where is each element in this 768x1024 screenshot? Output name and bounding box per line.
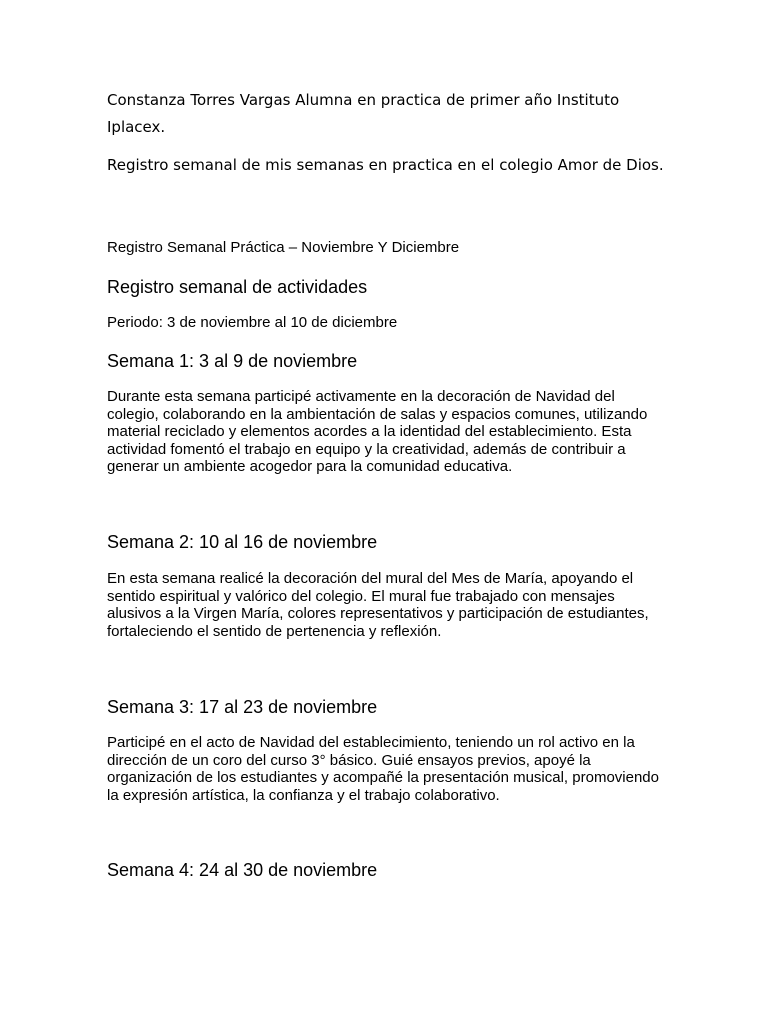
document-title: Registro Semanal Práctica – Noviembre Y Diciembre [107, 239, 460, 256]
week-1-body: Durante esta semana participé activamente en la decoración de Navidad del colegio, colaborando en la ambientación de salas y espacios comunes, utilizando material reciclado y elementos acordes a la identidad del establecimiento. Esta actividad fomentó el trabajo en equipo y la creatividad, además de contribuir a generar un ambiente acogedor para la comunidad educativa. [107, 388, 648, 476]
week-4-heading: Semana 4: 24 al 30 de noviembre [107, 860, 378, 880]
week-3-heading: Semana 3: 17 al 23 de noviembre [107, 697, 378, 717]
document-description: Registro semanal de mis semanas en practica en el colegio Amor de Dios. [107, 156, 664, 174]
author-line: Constanza Torres Vargas Alumna en practica de primer año Instituto Iplacex. [107, 91, 620, 136]
period-line: Periodo: 3 de noviembre al 10 de diciembre [107, 314, 398, 331]
week-3-body: Participé en el acto de Navidad del establecimiento, teniendo un rol activo en la dirección de un coro del curso 3° básico. Guié ensayos previos, apoyé la organización de los estudiantes y acompañé la presentación musical, promoviendo la expresión artística, la confianza y el trabajo colaborativo. [107, 734, 659, 804]
week-1-heading: Semana 1: 3 al 9 de noviembre [107, 351, 358, 371]
section-heading: Registro semanal de actividades [107, 277, 368, 297]
week-2-heading: Semana 2: 10 al 16 de noviembre [107, 532, 378, 552]
week-2-body: En esta semana realicé la decoración del mural del Mes de María, apoyando el sentido espiritual y valórico del colegio. El mural fue trabajado con mensajes alusivos a la Virgen María, colores representativos y participación de estudiantes, fortaleciendo el sentido de pertenencia y reflexión. [107, 570, 649, 640]
